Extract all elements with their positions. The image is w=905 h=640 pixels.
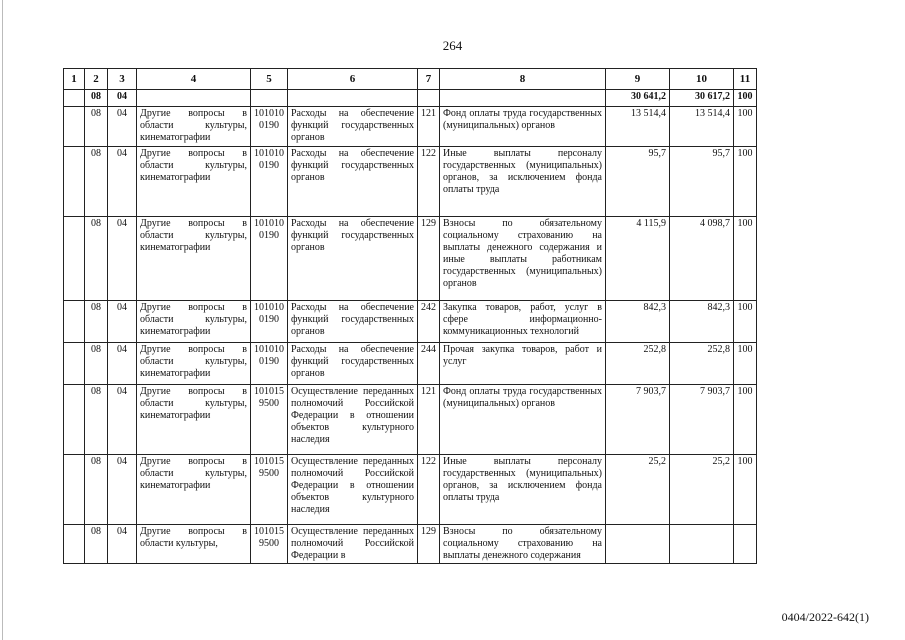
total-planned: 30 641,2 — [606, 90, 670, 107]
article-name: Расходы на обеспечение функций государственных органов — [288, 147, 418, 217]
header-cell: 8 — [440, 69, 606, 90]
row-c1 — [64, 147, 85, 217]
article-name: Осуществление переданных полномочий Российской Федерации в — [288, 525, 418, 564]
header-cell: 2 — [85, 69, 108, 90]
total-c5 — [251, 90, 288, 107]
target-article-code: 101010 0190 — [251, 343, 288, 385]
actual-amount: 7 903,7 — [670, 385, 734, 455]
article-name: Расходы на обеспечение функций государственных органов — [288, 217, 418, 301]
planned-amount: 13 514,4 — [606, 107, 670, 147]
section-code: 08 — [85, 343, 108, 385]
header-cell: 7 — [418, 69, 440, 90]
execution-percent: 100 — [734, 455, 757, 525]
subsection-code: 04 — [108, 107, 137, 147]
subsection-code: 04 — [108, 147, 137, 217]
row-c1 — [64, 301, 85, 343]
execution-percent: 100 — [734, 385, 757, 455]
article-name: Расходы на обеспечение функций государственных органов — [288, 343, 418, 385]
article-name: Осуществление переданных полномочий Российской Федерации в отношении объектов культурного наследия — [288, 385, 418, 455]
expense-type-name: Иные выплаты персоналу государственных (муниципальных) органов, за исключением фонда оплаты труда — [440, 455, 606, 525]
section-name: Другие вопросы в области культуры, кинематографии — [137, 217, 251, 301]
actual-amount: 252,8 — [670, 343, 734, 385]
total-row — [64, 90, 757, 107]
total-c1 — [64, 90, 85, 107]
section-name: Другие вопросы в области культуры, кинематографии — [137, 107, 251, 147]
planned-amount: 95,7 — [606, 147, 670, 217]
section-code: 08 — [85, 217, 108, 301]
page-number: 264 — [442, 38, 463, 53]
total-actual: 30 617,2 — [670, 90, 734, 107]
table-row — [64, 217, 757, 301]
row-c1 — [64, 343, 85, 385]
header-cell: 3 — [108, 69, 137, 90]
expense-type-name: Прочая закупка товаров, работ и услуг — [440, 343, 606, 385]
row-c1 — [64, 107, 85, 147]
execution-percent: 100 — [734, 147, 757, 217]
planned-amount — [606, 525, 670, 564]
expense-type-name: Закупка товаров, работ, услуг в сфере информационно-коммуникационных технологий — [440, 301, 606, 343]
target-article-code: 101015 9500 — [251, 455, 288, 525]
execution-percent: 100 — [734, 107, 757, 147]
table-row — [64, 385, 757, 455]
execution-percent: 100 — [734, 301, 757, 343]
target-article-code: 101010 0190 — [251, 217, 288, 301]
document-code: 0404/2022-642(1) — [781, 610, 869, 624]
expense-type-code: 242 — [418, 301, 440, 343]
expense-type-code: 121 — [418, 107, 440, 147]
execution-percent — [734, 525, 757, 564]
planned-amount: 7 903,7 — [606, 385, 670, 455]
section-code: 08 — [85, 525, 108, 564]
header-cell: 11 — [734, 69, 757, 90]
target-article-code: 101015 9500 — [251, 525, 288, 564]
row-c1 — [64, 525, 85, 564]
subsection-code: 04 — [108, 343, 137, 385]
section-name: Другие вопросы в области культуры, — [137, 525, 251, 564]
target-article-code: 101010 0190 — [251, 107, 288, 147]
planned-amount: 25,2 — [606, 455, 670, 525]
total-section: 08 — [85, 90, 108, 107]
header-cell: 10 — [670, 69, 734, 90]
planned-amount: 252,8 — [606, 343, 670, 385]
actual-amount — [670, 525, 734, 564]
section-name: Другие вопросы в области культуры, кинематографии — [137, 385, 251, 455]
expense-type-name: Фонд оплаты труда государственных (муниципальных) органов — [440, 107, 606, 147]
execution-percent: 100 — [734, 217, 757, 301]
expense-type-name: Фонд оплаты труда государственных (муниципальных) органов — [440, 385, 606, 455]
section-name: Другие вопросы в области культуры, кинематографии — [137, 455, 251, 525]
actual-amount: 95,7 — [670, 147, 734, 217]
actual-amount: 842,3 — [670, 301, 734, 343]
expense-type-name: Взносы по обязательному социальному страхованию на выплаты денежного содержания — [440, 525, 606, 564]
subsection-code: 04 — [108, 525, 137, 564]
section-code: 08 — [85, 385, 108, 455]
row-c1 — [64, 385, 85, 455]
page-edge-rule — [2, 0, 3, 640]
expense-type-code: 129 — [418, 525, 440, 564]
subsection-code: 04 — [108, 455, 137, 525]
table-row — [64, 107, 757, 147]
article-name: Осуществление переданных полномочий Российской Федерации в отношении объектов культурного наследия — [288, 455, 418, 525]
total-c6 — [288, 90, 418, 107]
total-c8 — [440, 90, 606, 107]
expense-type-code: 121 — [418, 385, 440, 455]
expense-type-code: 122 — [418, 147, 440, 217]
execution-percent: 100 — [734, 343, 757, 385]
actual-amount: 4 098,7 — [670, 217, 734, 301]
table-row — [64, 343, 757, 385]
section-name: Другие вопросы в области культуры, кинематографии — [137, 301, 251, 343]
header-cell: 1 — [64, 69, 85, 90]
header-cell: 5 — [251, 69, 288, 90]
section-code: 08 — [85, 301, 108, 343]
subsection-code: 04 — [108, 217, 137, 301]
section-name: Другие вопросы в области культуры, кинематографии — [137, 147, 251, 217]
total-c7 — [418, 90, 440, 107]
actual-amount: 25,2 — [670, 455, 734, 525]
planned-amount: 842,3 — [606, 301, 670, 343]
article-name: Расходы на обеспечение функций государственных органов — [288, 301, 418, 343]
row-c1 — [64, 455, 85, 525]
target-article-code: 101010 0190 — [251, 301, 288, 343]
table-row — [64, 301, 757, 343]
total-percent: 100 — [734, 90, 757, 107]
total-c4 — [137, 90, 251, 107]
subsection-code: 04 — [108, 301, 137, 343]
planned-amount: 4 115,9 — [606, 217, 670, 301]
budget-table — [63, 68, 757, 564]
expense-type-name: Взносы по обязательному социальному страхованию на выплаты денежного содержания и иные выплаты работникам государственных (муниципальных) органов — [440, 217, 606, 301]
target-article-code: 101010 0190 — [251, 147, 288, 217]
total-subsection: 04 — [108, 90, 137, 107]
expense-type-name: Иные выплаты персоналу государственных (муниципальных) органов, за исключением фонда оплаты труда — [440, 147, 606, 217]
section-code: 08 — [85, 147, 108, 217]
section-code: 08 — [85, 455, 108, 525]
subsection-code: 04 — [108, 385, 137, 455]
row-c1 — [64, 217, 85, 301]
table-row — [64, 455, 757, 525]
section-name: Другие вопросы в области культуры, кинематографии — [137, 343, 251, 385]
actual-amount: 13 514,4 — [670, 107, 734, 147]
expense-type-code: 122 — [418, 455, 440, 525]
section-code: 08 — [85, 107, 108, 147]
header-row — [64, 69, 757, 90]
expense-type-code: 129 — [418, 217, 440, 301]
target-article-code: 101015 9500 — [251, 385, 288, 455]
table-row — [64, 525, 757, 564]
header-cell: 4 — [137, 69, 251, 90]
table-row — [64, 147, 757, 217]
expense-type-code: 244 — [418, 343, 440, 385]
header-cell: 9 — [606, 69, 670, 90]
article-name: Расходы на обеспечение функций государственных органов — [288, 107, 418, 147]
header-cell: 6 — [288, 69, 418, 90]
